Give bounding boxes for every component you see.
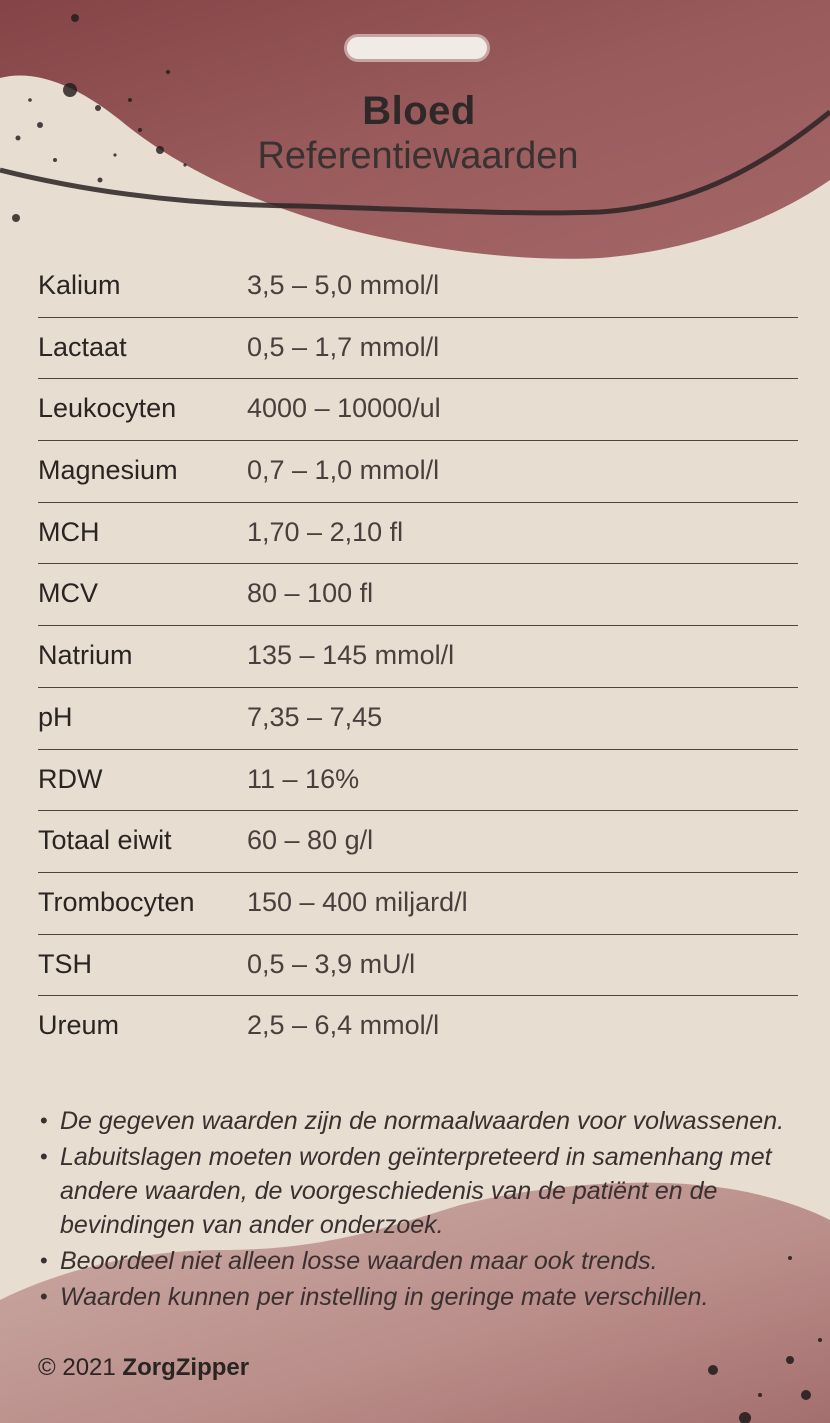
parameter-name: Trombocyten — [38, 886, 195, 917]
parameter-name: Natrium — [38, 640, 133, 671]
copyright-footer — [38, 1354, 249, 1382]
bullet-icon: • — [40, 1248, 48, 1273]
note-text: Waarden kunnen per instelling in geringe mate verschillen. — [60, 1283, 709, 1311]
card-title: Bloed — [362, 89, 476, 133]
parameter-value: 0,7 – 1,0 mmol/l — [247, 455, 440, 486]
table-row — [38, 503, 798, 565]
brand-name: ZorgZipper — [122, 1354, 250, 1381]
table-row — [38, 688, 798, 750]
parameter-value: 11 – 16% — [247, 763, 360, 794]
parameter-value: 60 – 80 g/l — [247, 825, 374, 856]
table-row — [38, 379, 798, 441]
parameter-value: 150 – 400 miljard/l — [247, 886, 468, 917]
table-row — [38, 873, 798, 935]
table-row — [38, 811, 798, 873]
table-row — [38, 256, 798, 318]
list-item — [38, 1104, 798, 1138]
list-item — [38, 1280, 798, 1314]
parameter-value: 135 – 145 mmol/l — [247, 640, 455, 671]
note-text: Labuitslagen moeten worden geïnterpreteerd in samenhang met andere waarden, de voorgeschiedenis van de patiënt en de bevindingen van ander onderzoek. — [60, 1143, 772, 1239]
copyright-text: © 2021 — [38, 1354, 116, 1381]
parameter-value: 7,35 – 7,45 — [247, 701, 383, 732]
parameter-name: MCH — [38, 516, 100, 547]
parameter-value: 1,70 – 2,10 fl — [247, 516, 404, 547]
parameter-value: 4000 – 10000/ul — [247, 393, 441, 424]
table-row — [38, 564, 798, 626]
parameter-name: Totaal eiwit — [38, 825, 172, 856]
notes-list — [38, 1104, 798, 1316]
parameter-name: TSH — [38, 948, 92, 979]
parameter-name: MCV — [38, 578, 98, 609]
card-subtitle: Referentiewaarden — [257, 135, 579, 177]
table-row — [38, 318, 798, 380]
reference-table — [38, 256, 798, 1058]
parameter-value: 3,5 – 5,0 mmol/l — [247, 270, 440, 300]
list-item — [38, 1244, 798, 1278]
parameter-value: 0,5 – 3,9 mU/l — [247, 948, 416, 979]
parameter-name: Magnesium — [38, 455, 178, 486]
list-item — [38, 1140, 798, 1242]
table-row — [38, 750, 798, 812]
parameter-value: 0,5 – 1,7 mmol/l — [247, 331, 440, 362]
table-row — [38, 441, 798, 503]
bullet-icon: • — [40, 1284, 48, 1309]
lanyard-slot — [344, 34, 490, 62]
table-row — [38, 626, 798, 688]
parameter-name: Kalium — [38, 270, 121, 300]
note-text: De gegeven waarden zijn de normaalwaarden voor volwassenen. — [60, 1107, 785, 1135]
parameter-value: 2,5 – 6,4 mmol/l — [247, 1010, 440, 1041]
note-text: Beoordeel niet alleen losse waarden maar ook trends. — [60, 1247, 658, 1275]
parameter-name: RDW — [38, 763, 103, 794]
parameter-value: 80 – 100 fl — [247, 578, 374, 609]
bullet-icon: • — [40, 1144, 48, 1169]
bullet-icon: • — [40, 1108, 48, 1133]
parameter-name: Lactaat — [38, 331, 127, 362]
table-row — [38, 996, 798, 1058]
parameter-name: Ureum — [38, 1010, 120, 1041]
parameter-name: pH — [38, 701, 73, 732]
parameter-name: Leukocyten — [38, 393, 177, 424]
card-header — [0, 88, 830, 178]
table-row — [38, 935, 798, 997]
